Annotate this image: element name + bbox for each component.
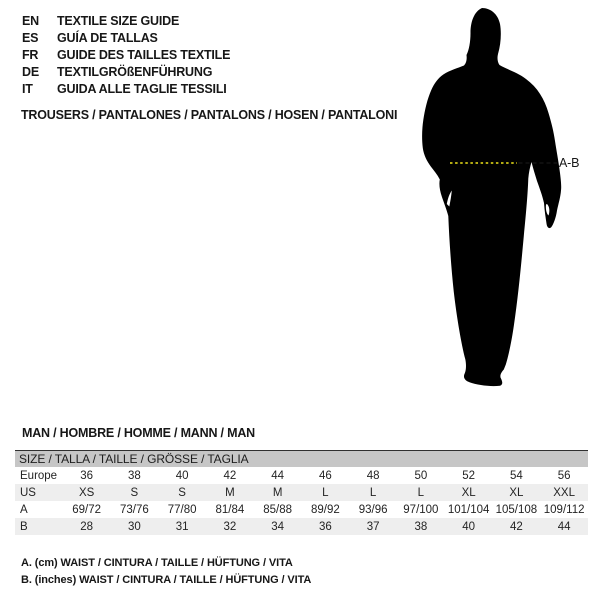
size-cell: 105/108 — [495, 503, 538, 516]
size-table-header-row — [15, 451, 588, 468]
size-cell: M — [225, 486, 235, 499]
size-cell: 73/76 — [119, 503, 149, 516]
size-cell: 89/92 — [310, 503, 340, 516]
size-cell: L — [417, 486, 425, 499]
man-silhouette-figure — [410, 0, 600, 400]
size-cell: 36 — [318, 520, 332, 533]
size-cell: L — [322, 486, 329, 499]
size-table-header: SIZE / TALLA / TAILLE / GRÖSSE / TAGLIA — [15, 451, 588, 468]
language-label: GUÍA DE TALLAS — [57, 31, 158, 45]
size-table-row — [15, 484, 588, 501]
size-cell: 40 — [462, 520, 476, 533]
size-row-label: A — [20, 503, 28, 516]
size-cell: 37 — [366, 520, 380, 533]
size-table — [15, 450, 588, 535]
language-list — [22, 13, 230, 98]
size-cell: 31 — [175, 520, 189, 533]
size-cell: 85/88 — [263, 503, 293, 516]
measurement-legend — [21, 555, 311, 588]
size-cell: 97/100 — [403, 503, 439, 516]
size-cell: 36 — [80, 469, 94, 482]
size-table-row — [15, 467, 588, 484]
size-table-row — [15, 518, 588, 535]
size-cell: 42 — [509, 520, 523, 533]
size-cell: 81/84 — [215, 503, 245, 516]
size-cell: S — [130, 486, 139, 499]
language-label: TEXTILE SIZE GUIDE — [57, 14, 180, 28]
waist-measure-label: A-B — [559, 156, 580, 170]
man-silhouette-shape — [422, 8, 561, 386]
man-silhouette-icon — [410, 0, 600, 400]
size-cell: 93/96 — [358, 503, 388, 516]
size-cell: 30 — [127, 520, 141, 533]
language-row-en — [22, 13, 230, 30]
size-cell: XS — [78, 486, 95, 499]
size-cell: S — [178, 486, 186, 499]
size-cell: 48 — [366, 469, 380, 482]
size-cell: L — [369, 486, 377, 499]
language-code: DE — [22, 65, 39, 79]
size-cell: XL — [461, 486, 476, 499]
size-table-row — [15, 501, 588, 518]
size-cell: 46 — [318, 469, 332, 482]
size-cell: 56 — [557, 469, 571, 482]
size-cell: 44 — [557, 520, 571, 533]
language-label: TEXTILGRÖßENFÜHRUNG — [57, 65, 213, 79]
language-code: ES — [22, 31, 39, 45]
size-row-label: B — [20, 520, 28, 533]
size-cell: 38 — [127, 469, 141, 482]
size-cell: 109/112 — [543, 503, 585, 516]
size-cell: 52 — [462, 469, 476, 482]
language-row-de — [22, 64, 230, 81]
size-cell: 101/104 — [447, 503, 490, 516]
legend-line-a: A. (cm) WAIST / CINTURA / TAILLE / HÜFTUNG / VITA — [21, 557, 293, 569]
size-cell: M — [272, 486, 283, 499]
section-title-man: MAN / HOMBRE / HOMME / MANN / MAN — [22, 426, 255, 440]
size-cell: 38 — [414, 520, 428, 533]
size-cell: 77/80 — [167, 503, 197, 516]
size-cell: 44 — [271, 469, 285, 482]
language-code: IT — [22, 82, 33, 96]
size-cell: XL — [509, 486, 524, 499]
size-cell: 34 — [271, 520, 285, 533]
language-row-es — [22, 30, 230, 47]
size-cell: 32 — [223, 520, 237, 533]
language-code: FR — [22, 48, 39, 62]
language-label: GUIDA ALLE TAGLIE TESSILI — [57, 82, 227, 96]
language-label: GUIDE DES TAILLES TEXTILE — [57, 48, 231, 62]
language-row-it — [22, 81, 230, 98]
language-code: EN — [22, 14, 39, 28]
garment-title: TROUSERS / PANTALONES / PANTALONS / HOSEN / PANTALONI — [21, 108, 398, 122]
size-cell: 28 — [80, 520, 94, 533]
size-cell: 42 — [223, 469, 237, 482]
size-cell: 69/72 — [72, 503, 102, 516]
size-cell: 54 — [509, 469, 523, 482]
size-cell: XXL — [553, 486, 575, 499]
language-row-fr — [22, 47, 230, 64]
size-cell: 40 — [175, 469, 189, 482]
legend-line-b: B. (inches) WAIST / CINTURA / TAILLE / HÜFTUNG / VITA — [21, 573, 312, 586]
size-row-label: US — [20, 486, 36, 499]
size-table-body — [15, 467, 588, 535]
size-row-label: Europe — [20, 469, 58, 482]
size-cell: 50 — [414, 469, 428, 482]
